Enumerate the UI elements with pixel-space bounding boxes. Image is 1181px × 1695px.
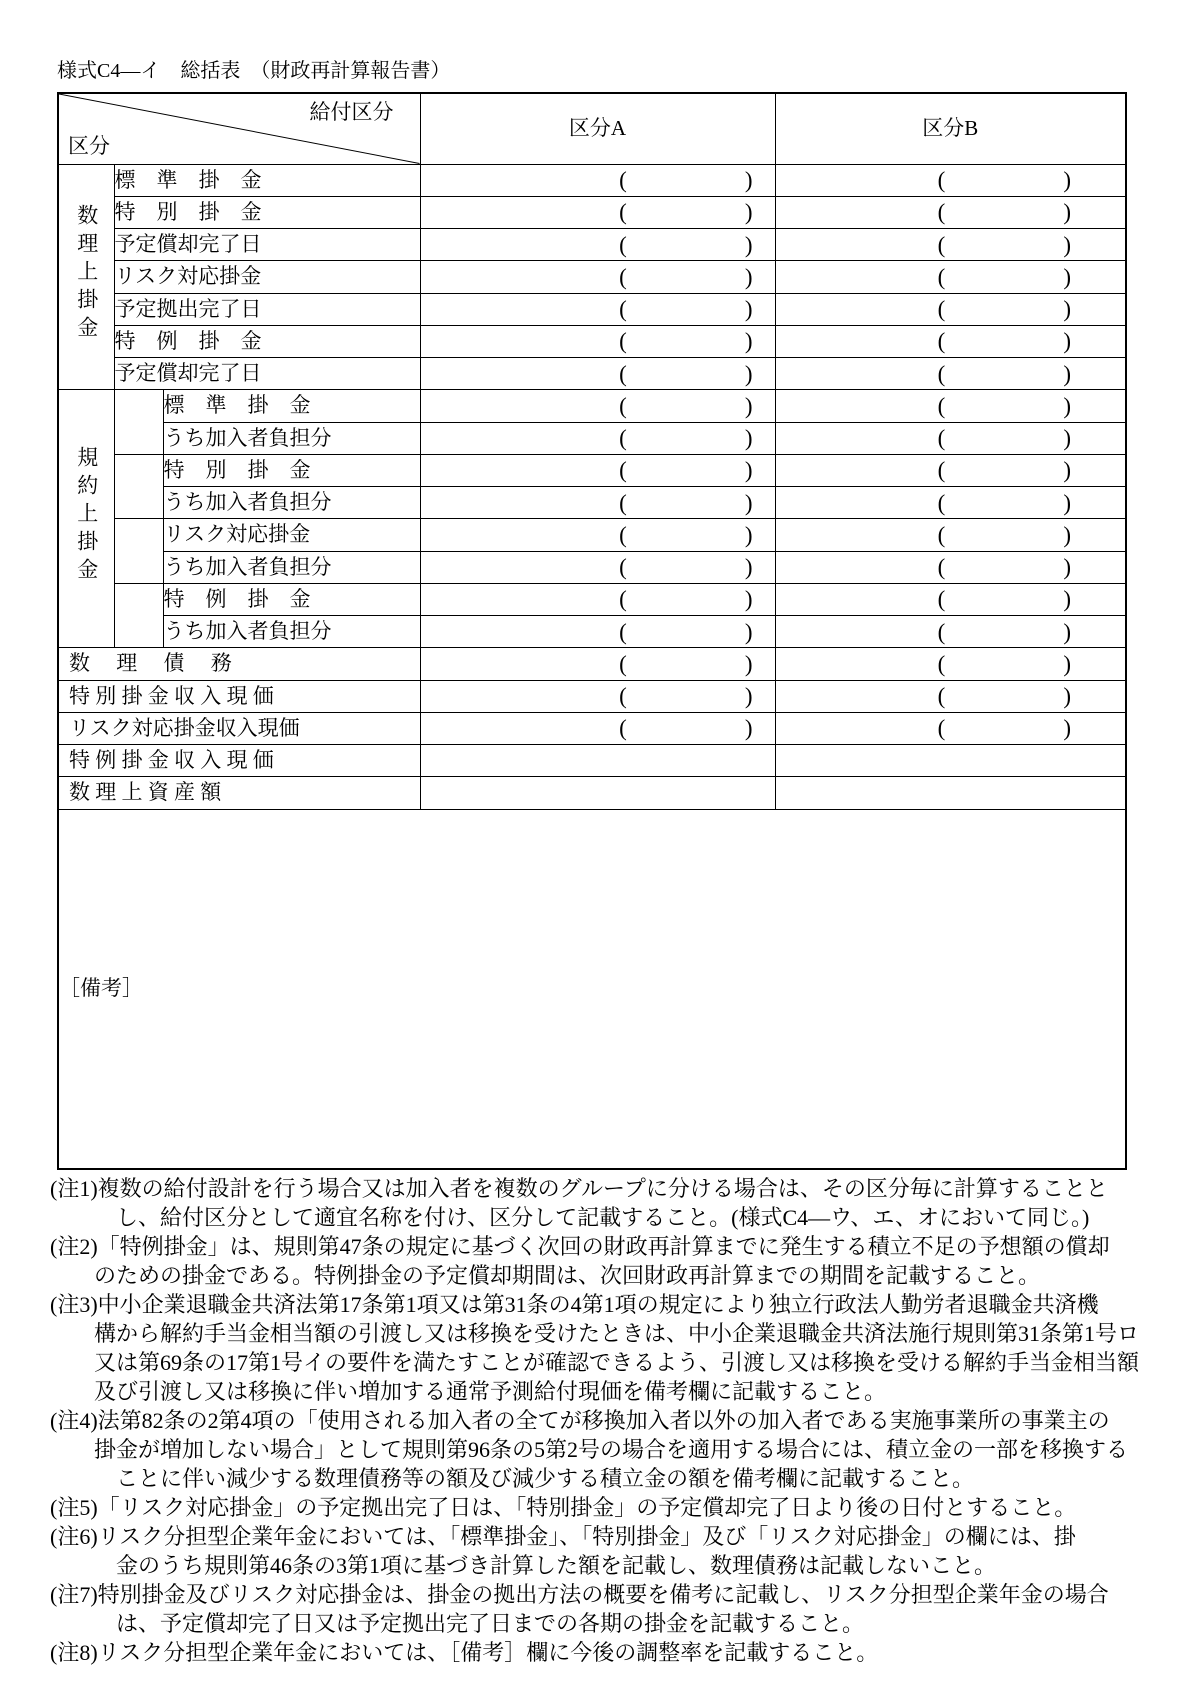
paren-close: ) xyxy=(1063,619,1071,645)
indent-strip xyxy=(114,454,163,519)
note-line: 構から解約手当金相当額の引渡し又は移換を受けたときは、中小企業退職金共済法施行規則第31条第1号ロ xyxy=(50,1321,1140,1346)
paren-close: ) xyxy=(744,522,753,548)
paren-close: ) xyxy=(744,232,753,258)
header-benefit-category-label: 給付区分 xyxy=(309,100,394,124)
row-label: リスク対応掛金 xyxy=(114,261,420,293)
table-row xyxy=(58,745,1126,777)
note-line: (注4)法第82条の2第4項の「使用される加入者の全てが移換加入者以外の加入者である実施事業所の事業主の xyxy=(50,1408,1110,1433)
row-label: 特 例 掛 金 収 入 現 価 xyxy=(58,745,420,777)
paren-open: ( xyxy=(937,490,946,516)
table-row xyxy=(58,261,1126,293)
value-cell-a xyxy=(420,422,775,454)
empty-parentheses xyxy=(619,556,752,579)
row-label: 特 例 掛 金 xyxy=(163,583,420,615)
paren-open: ( xyxy=(937,167,946,193)
value-cell-b xyxy=(775,164,1126,196)
paren-close: ) xyxy=(744,651,753,677)
value-cell-b xyxy=(775,422,1126,454)
value-cell-b xyxy=(775,390,1126,422)
paren-open: ( xyxy=(619,586,627,612)
row-label: うち加入者負担分 xyxy=(163,551,420,583)
empty-parentheses xyxy=(938,298,1071,321)
value-cell-b xyxy=(775,712,1126,744)
note-line: (注7)特別掛金及びリスク対応掛金は、掛金の拠出方法の概要を備考に記載し、リスク分担型企業年金の場合 xyxy=(50,1582,1109,1607)
empty-parentheses xyxy=(619,717,752,740)
paren-close: ) xyxy=(1063,715,1071,741)
paren-open: ( xyxy=(619,167,627,193)
empty-parentheses xyxy=(938,330,1071,353)
remarks-box xyxy=(58,809,1126,1169)
value-cell-a xyxy=(420,487,775,519)
paren-open: ( xyxy=(937,457,946,483)
empty-parentheses xyxy=(619,620,752,643)
value-cell-a xyxy=(420,229,775,261)
empty-parentheses xyxy=(938,169,1071,192)
paren-open: ( xyxy=(619,522,627,548)
value-cell-a xyxy=(420,164,775,196)
empty-parentheses xyxy=(619,201,752,224)
value-cell-a xyxy=(420,358,775,390)
note-line: のための掛金である。特例掛金の予定償却期間は、次回財政再計算までの期間を記載すること。 xyxy=(50,1263,1041,1288)
paren-close: ) xyxy=(1063,651,1071,677)
paren-open: ( xyxy=(937,425,946,451)
group-label: 規約上掛金 xyxy=(74,446,99,587)
paren-close: ) xyxy=(744,199,753,225)
value-cell-b xyxy=(775,229,1126,261)
row-label: 特 別 掛 金 収 入 現 価 xyxy=(58,680,420,712)
paren-open: ( xyxy=(619,457,627,483)
table-row xyxy=(58,454,1126,486)
note-line: (注3)中小企業退職金共済法第17条第1項又は第31条の4第1項の規定により独立行政法人勤労者退職金共済機 xyxy=(50,1292,1099,1317)
value-cell-b xyxy=(775,293,1126,325)
empty-parentheses xyxy=(938,459,1071,482)
paren-open: ( xyxy=(619,328,627,354)
group-label: 数理上掛金 xyxy=(74,204,99,345)
paren-close: ) xyxy=(744,361,753,387)
table-row xyxy=(58,680,1126,712)
indent-strip xyxy=(114,390,163,455)
value-cell-a xyxy=(420,551,775,583)
empty-parentheses xyxy=(619,362,752,385)
row-label: リスク対応掛金収入現価 xyxy=(58,712,420,744)
notes-section xyxy=(50,1174,1175,1667)
paren-open: ( xyxy=(937,361,946,387)
value-cell-a xyxy=(420,680,775,712)
value-cell-a xyxy=(420,325,775,357)
paren-close: ) xyxy=(1063,586,1071,612)
value-cell-b xyxy=(775,680,1126,712)
empty-parentheses xyxy=(619,652,752,675)
paren-close: ) xyxy=(1063,199,1071,225)
row-label: 標 準 掛 金 xyxy=(163,390,420,422)
value-cell-b xyxy=(775,648,1126,680)
column-header-kubun-b: 区分B xyxy=(775,93,1126,164)
table-row xyxy=(58,519,1126,551)
note-line: ことに伴い減少する数理債務等の額及び減少する積立金の額を備考欄に記載すること。 xyxy=(50,1466,975,1491)
header-row xyxy=(58,93,1126,164)
value-cell-b xyxy=(775,454,1126,486)
paren-open: ( xyxy=(619,651,627,677)
remarks-label: ［備考］ xyxy=(59,976,143,1001)
note-line: 又は第69条の17第1号イの要件を満たすことが確認できるよう、引渡し又は移換を受ける解約手当金相当額 xyxy=(50,1350,1140,1375)
note-line: 及び引渡し又は移換に伴い増加する通常予測給付現価を備考欄に記載すること。 xyxy=(50,1379,887,1404)
paren-open: ( xyxy=(619,361,627,387)
note-line: (注5)「リスク対応掛金」の予定拠出完了日は、「特別掛金」の予定償却完了日より後の日付とすること。 xyxy=(50,1495,1077,1520)
empty-parentheses xyxy=(619,233,752,256)
value-cell-a xyxy=(420,261,775,293)
empty-parentheses xyxy=(938,717,1071,740)
value-cell-b xyxy=(775,583,1126,615)
table-row xyxy=(58,422,1126,454)
paren-close: ) xyxy=(1063,683,1071,709)
note-line: 掛金が増加しない場合」として規則第96条の5第2号の場合を適用する場合には、積立金の一部を移換する xyxy=(50,1437,1129,1462)
paren-close: ) xyxy=(1063,167,1071,193)
value-cell-a xyxy=(420,390,775,422)
paren-open: ( xyxy=(937,232,946,258)
paren-close: ) xyxy=(744,619,753,645)
table-row xyxy=(58,325,1126,357)
row-label: 特 別 掛 金 xyxy=(114,196,420,228)
table-row xyxy=(58,390,1126,422)
paren-close: ) xyxy=(744,715,753,741)
paren-close: ) xyxy=(1063,554,1071,580)
paren-open: ( xyxy=(937,715,946,741)
paren-open: ( xyxy=(619,490,627,516)
paren-close: ) xyxy=(1063,457,1071,483)
empty-parentheses xyxy=(938,394,1071,417)
paren-close: ) xyxy=(744,328,753,354)
group-label-cell xyxy=(58,390,114,648)
paren-close: ) xyxy=(744,554,753,580)
paren-open: ( xyxy=(619,425,627,451)
value-cell-b xyxy=(775,777,1126,809)
table-row xyxy=(58,196,1126,228)
table-row xyxy=(58,358,1126,390)
value-cell-a xyxy=(420,712,775,744)
group-label-cell xyxy=(58,164,114,390)
empty-parentheses xyxy=(619,685,752,708)
paren-close: ) xyxy=(744,683,753,709)
paren-open: ( xyxy=(937,328,946,354)
empty-parentheses xyxy=(619,298,752,321)
empty-parentheses xyxy=(938,201,1071,224)
value-cell-b xyxy=(775,358,1126,390)
row-label: 数 理 債 務 xyxy=(58,648,420,680)
value-cell-b xyxy=(775,519,1126,551)
row-label: 予定償却完了日 xyxy=(114,229,420,261)
row-label: リスク対応掛金 xyxy=(163,519,420,551)
empty-parentheses xyxy=(619,169,752,192)
paren-close: ) xyxy=(1063,328,1071,354)
note-line: し、給付区分として適宜名称を付け、区分して記載すること。(様式C4―ウ、エ、オにおいて同じ。) xyxy=(50,1205,1090,1230)
value-cell-b xyxy=(775,616,1126,648)
table-row xyxy=(58,648,1126,680)
value-cell-a xyxy=(420,454,775,486)
column-header-kubun-a: 区分A xyxy=(420,93,775,164)
value-cell-b xyxy=(775,551,1126,583)
paren-open: ( xyxy=(619,232,627,258)
empty-parentheses xyxy=(938,427,1071,450)
row-label: うち加入者負担分 xyxy=(163,487,420,519)
summary-table xyxy=(57,92,1127,1170)
empty-parentheses xyxy=(938,620,1071,643)
paren-close: ) xyxy=(744,490,753,516)
empty-parentheses xyxy=(619,330,752,353)
empty-parentheses xyxy=(619,394,752,417)
empty-parentheses xyxy=(938,491,1071,514)
empty-parentheses xyxy=(619,523,752,546)
row-label: うち加入者負担分 xyxy=(163,616,420,648)
table-row xyxy=(58,487,1126,519)
empty-parentheses xyxy=(938,233,1071,256)
row-label: 予定拠出完了日 xyxy=(114,293,420,325)
table-row xyxy=(58,583,1126,615)
note-line: (注1)複数の給付設計を行う場合又は加入者を複数のグループに分ける場合は、その区分毎に計算することと xyxy=(50,1176,1108,1201)
note-line: 金のうち規則第46条の3第1項に基づき計算した額を記載し、数理債務は記載しないこと。 xyxy=(50,1553,997,1578)
paren-open: ( xyxy=(619,715,627,741)
paren-open: ( xyxy=(619,199,627,225)
paren-close: ) xyxy=(744,425,753,451)
indent-strip xyxy=(114,583,163,648)
paren-open: ( xyxy=(619,393,627,419)
empty-parentheses xyxy=(619,491,752,514)
table-row xyxy=(58,293,1126,325)
header-category-label: 区分 xyxy=(68,134,110,159)
value-cell-a xyxy=(420,616,775,648)
value-cell-b xyxy=(775,745,1126,777)
value-cell-a xyxy=(420,745,775,777)
paren-close: ) xyxy=(1063,361,1071,387)
paren-close: ) xyxy=(1063,425,1071,451)
value-cell-b xyxy=(775,325,1126,357)
value-cell-b xyxy=(775,196,1126,228)
table-row xyxy=(58,164,1126,196)
paren-open: ( xyxy=(619,554,627,580)
paren-open: ( xyxy=(937,683,946,709)
row-label: 予定償却完了日 xyxy=(114,358,420,390)
note-line: は、予定償却完了日又は予定拠出完了日までの各期の掛金を記載すること。 xyxy=(50,1611,865,1636)
row-label: 数 理 上 資 産 額 xyxy=(58,777,420,809)
row-label: 特 別 掛 金 xyxy=(163,454,420,486)
paren-close: ) xyxy=(744,457,753,483)
empty-parentheses xyxy=(619,427,752,450)
empty-parentheses xyxy=(619,459,752,482)
value-cell-b xyxy=(775,261,1126,293)
value-cell-a xyxy=(420,196,775,228)
table-row xyxy=(58,777,1126,809)
paren-close: ) xyxy=(744,393,753,419)
value-cell-b xyxy=(775,487,1126,519)
value-cell-a xyxy=(420,583,775,615)
empty-parentheses xyxy=(938,265,1071,288)
row-label: 特 例 掛 金 xyxy=(114,325,420,357)
paren-open: ( xyxy=(937,393,946,419)
empty-parentheses xyxy=(938,362,1071,385)
table-row xyxy=(58,616,1126,648)
table-row xyxy=(58,551,1126,583)
table-row xyxy=(58,712,1126,744)
value-cell-a xyxy=(420,293,775,325)
paren-open: ( xyxy=(937,522,946,548)
paren-open: ( xyxy=(619,296,627,322)
empty-parentheses xyxy=(938,523,1071,546)
empty-parentheses xyxy=(938,588,1071,611)
paren-open: ( xyxy=(937,554,946,580)
paren-close: ) xyxy=(1063,522,1071,548)
paren-open: ( xyxy=(619,683,627,709)
paren-open: ( xyxy=(937,586,946,612)
paren-close: ) xyxy=(744,586,753,612)
table-row xyxy=(58,229,1126,261)
paren-close: ) xyxy=(1063,264,1071,290)
value-cell-a xyxy=(420,519,775,551)
value-cell-a xyxy=(420,777,775,809)
paren-open: ( xyxy=(937,651,946,677)
empty-parentheses xyxy=(938,652,1071,675)
indent-strip xyxy=(114,519,163,584)
paren-open: ( xyxy=(937,619,946,645)
paren-open: ( xyxy=(937,296,946,322)
paren-close: ) xyxy=(1063,232,1071,258)
page-title: 様式C4―イ 総括表 （財政再計算報告書） xyxy=(57,60,451,82)
diagonal-header-cell xyxy=(58,93,420,164)
paren-open: ( xyxy=(937,199,946,225)
paren-open: ( xyxy=(619,619,627,645)
empty-parentheses xyxy=(619,588,752,611)
note-line: (注6)リスク分担型企業年金においては、「標準掛金」、「特別掛金」及び「リスク対応掛金」の欄には、掛 xyxy=(50,1524,1076,1549)
empty-parentheses xyxy=(619,265,752,288)
empty-parentheses xyxy=(938,556,1071,579)
paren-close: ) xyxy=(1063,393,1071,419)
paren-close: ) xyxy=(744,264,753,290)
row-label: うち加入者負担分 xyxy=(163,422,420,454)
remarks-row xyxy=(58,809,1126,1169)
paren-close: ) xyxy=(744,167,753,193)
value-cell-a xyxy=(420,648,775,680)
paren-open: ( xyxy=(937,264,946,290)
paren-close: ) xyxy=(1063,296,1071,322)
paren-close: ) xyxy=(744,296,753,322)
row-label: 標 準 掛 金 xyxy=(114,164,420,196)
note-line: (注2)「特例掛金」は、規則第47条の規定に基づく次回の財政再計算までに発生する積立不足の予想額の償却 xyxy=(50,1234,1110,1259)
paren-open: ( xyxy=(619,264,627,290)
note-line: (注8)リスク分担型企業年金においては、［備考］欄に今後の調整率を記載すること。 xyxy=(50,1640,879,1665)
paren-close: ) xyxy=(1063,490,1071,516)
empty-parentheses xyxy=(938,685,1071,708)
